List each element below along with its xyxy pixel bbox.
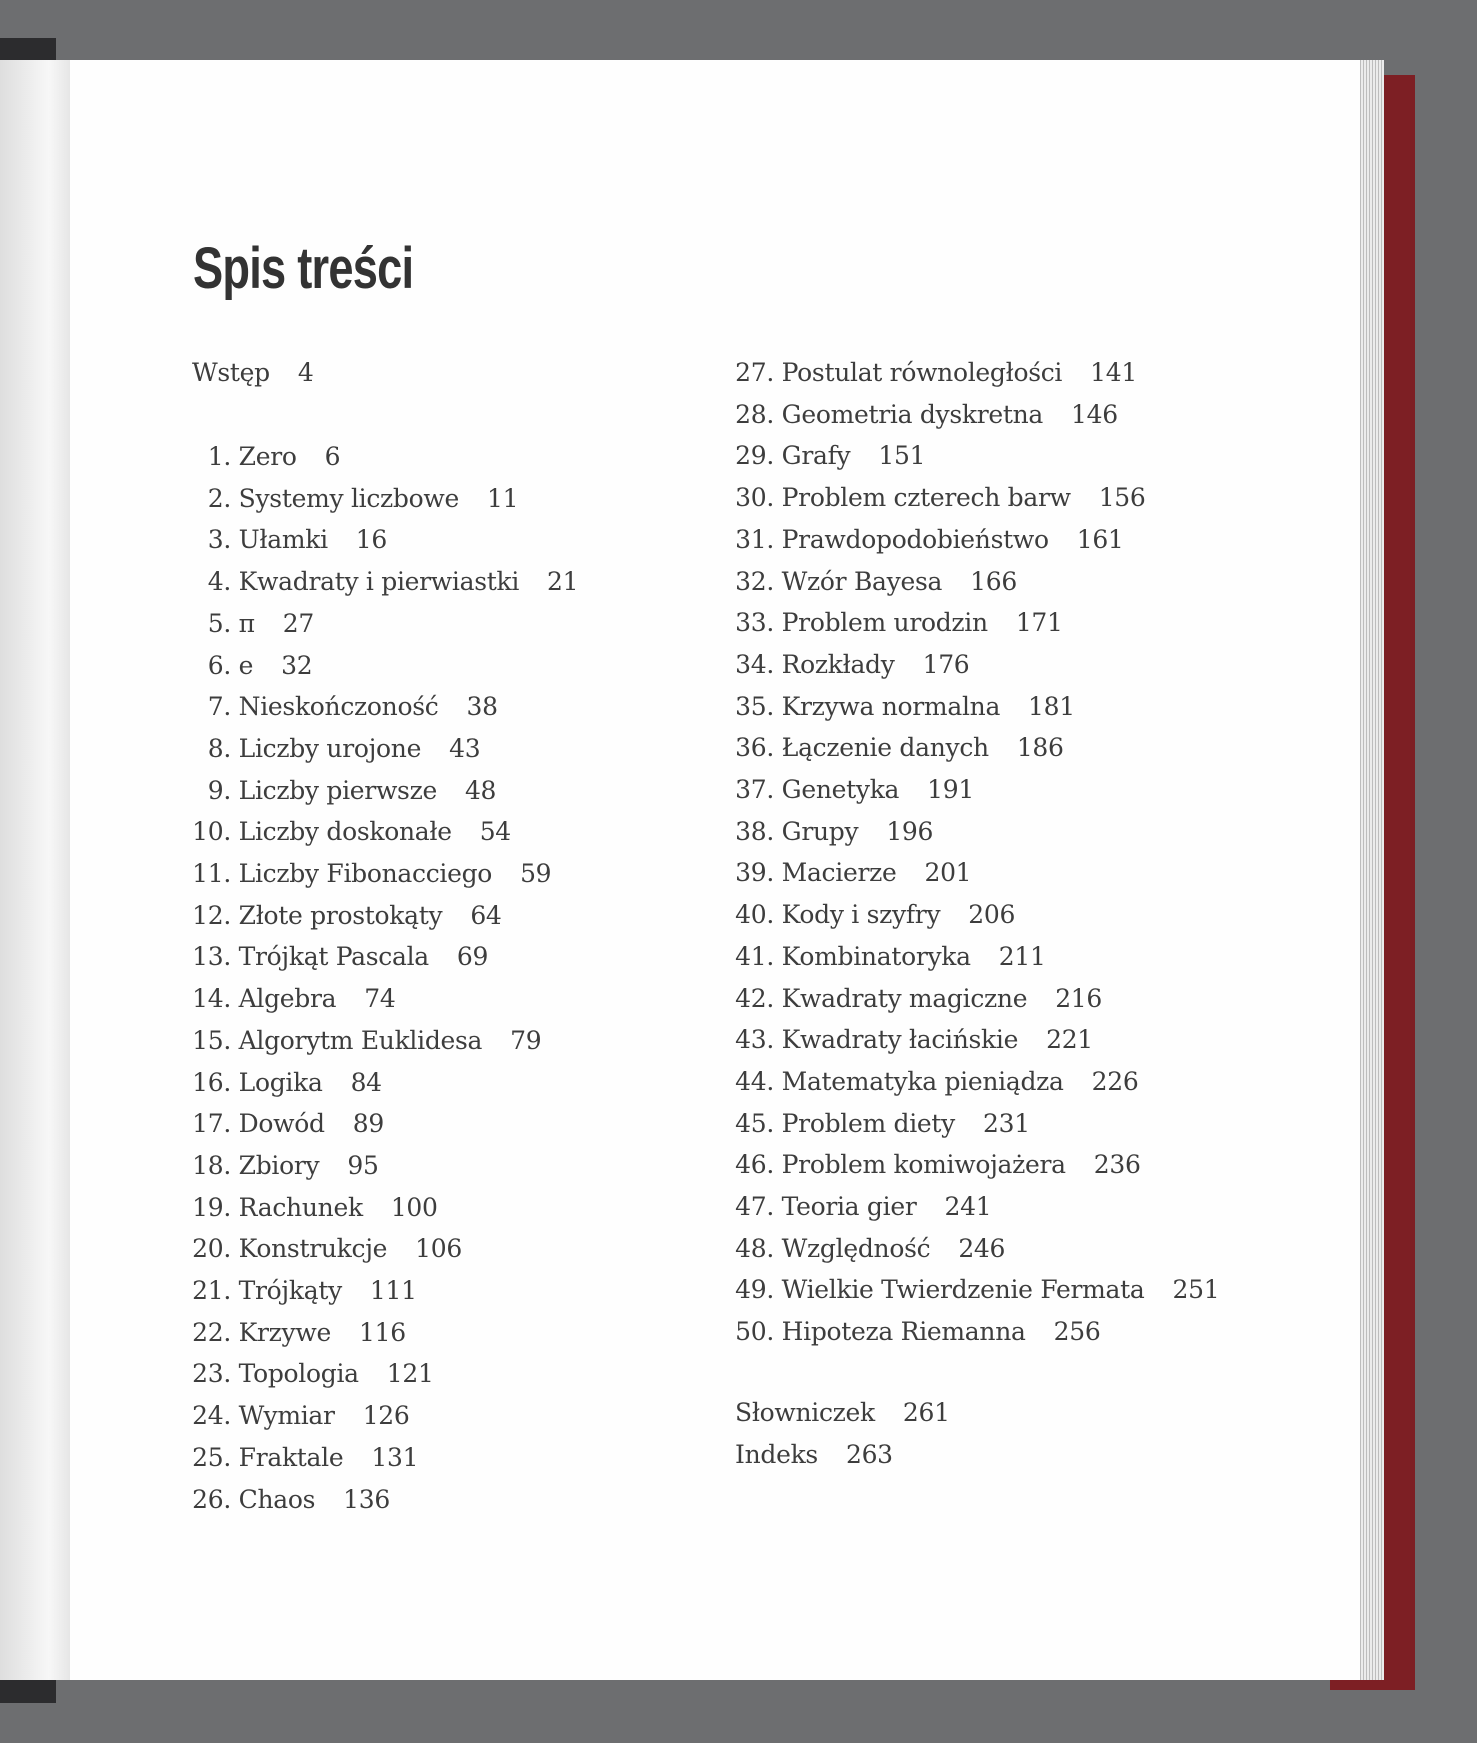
entry-page-number: 221 bbox=[1046, 1025, 1093, 1055]
entry-number: 45. bbox=[735, 1108, 774, 1138]
entry-page-number: 74 bbox=[364, 984, 396, 1014]
entry-title: Ułamki bbox=[238, 525, 328, 555]
toc-entry bbox=[192, 1068, 382, 1098]
entry-title: Problem czterech barw bbox=[781, 483, 1071, 513]
entry-title: Genetyka bbox=[781, 775, 900, 804]
entry-number: 12. bbox=[192, 900, 231, 930]
entry-title: Systemy liczbowe bbox=[238, 483, 459, 513]
toc-entry bbox=[735, 858, 971, 888]
entry-number: 17. bbox=[192, 1109, 231, 1139]
entry-page-number: 6 bbox=[324, 442, 341, 471]
entry-page-number: 171 bbox=[1015, 608, 1063, 638]
entry-page-number: 201 bbox=[924, 858, 972, 888]
toc-entry bbox=[192, 1443, 418, 1473]
toc-entry bbox=[192, 1401, 410, 1431]
entry-title: Zbiory bbox=[238, 1150, 320, 1180]
entry-page-number: 43 bbox=[449, 733, 481, 763]
entry-number: 47. bbox=[735, 1192, 774, 1221]
toc-entry bbox=[192, 358, 313, 388]
entry-title: Kombinatoryka bbox=[781, 941, 971, 971]
entry-number: 38. bbox=[735, 816, 774, 846]
entry-title: Kwadraty magiczne bbox=[781, 983, 1028, 1013]
toc-entry bbox=[192, 1485, 390, 1515]
toc-entry bbox=[735, 1398, 950, 1428]
entry-title: Matematyka pieniądza bbox=[781, 1066, 1064, 1096]
entry-number: 28. bbox=[735, 399, 774, 429]
entry-title: Liczby pierwsze bbox=[238, 775, 437, 805]
toc-entry bbox=[735, 1109, 1030, 1139]
entry-title: Chaos bbox=[238, 1484, 316, 1514]
toc-entry bbox=[735, 942, 1046, 972]
entry-number: 1. bbox=[207, 442, 231, 471]
toc-entry bbox=[735, 1192, 991, 1222]
entry-number: 34. bbox=[735, 649, 774, 679]
entry-page-number: 261 bbox=[902, 1398, 950, 1427]
entry-page-number: 121 bbox=[386, 1359, 434, 1389]
toc-entry bbox=[192, 734, 480, 764]
entry-page-number: 79 bbox=[510, 1025, 542, 1055]
entry-number: 14. bbox=[192, 984, 231, 1014]
entry-number: 41. bbox=[735, 941, 774, 971]
entry-page-number: 131 bbox=[371, 1442, 419, 1472]
entry-page-number: 263 bbox=[845, 1440, 893, 1469]
entry-title: Liczby urojone bbox=[238, 733, 422, 763]
entry-title: Względność bbox=[781, 1233, 931, 1263]
entry-page-number: 206 bbox=[968, 900, 1016, 930]
entry-title: e bbox=[238, 650, 254, 680]
entry-page-number: 59 bbox=[520, 859, 552, 888]
toc-entry bbox=[192, 859, 551, 889]
toc-entry bbox=[192, 692, 498, 722]
entry-title: Grafy bbox=[781, 441, 851, 471]
entry-number: 6. bbox=[207, 650, 231, 680]
toc-entry bbox=[735, 817, 933, 847]
contents-page bbox=[70, 60, 1360, 1680]
entry-number: 7. bbox=[207, 692, 231, 722]
entry-page-number: 69 bbox=[456, 942, 489, 972]
entry-page-number: 236 bbox=[1093, 1150, 1141, 1180]
entry-number: 20. bbox=[192, 1234, 231, 1264]
entry-number: 8. bbox=[207, 733, 231, 763]
entry-page-number: 146 bbox=[1071, 399, 1118, 429]
entry-title: Postulat równoległości bbox=[781, 358, 1063, 387]
toc-entry bbox=[735, 1067, 1139, 1097]
entry-title: Problem diety bbox=[781, 1108, 955, 1138]
entry-title: Nieskończoność bbox=[238, 692, 439, 722]
entry-page-number: 191 bbox=[927, 775, 974, 804]
toc-entry bbox=[192, 1359, 434, 1389]
entry-number: 46. bbox=[735, 1150, 774, 1180]
toc-entry bbox=[735, 1275, 1219, 1305]
entry-title: Konstrukcje bbox=[238, 1234, 388, 1264]
entry-title: Trójkąt Pascala bbox=[238, 942, 429, 972]
entry-number: 23. bbox=[192, 1359, 231, 1389]
entry-title: Kody i szyfry bbox=[781, 900, 941, 930]
entry-title: Złote prostokąty bbox=[238, 900, 443, 930]
entry-page-number: 48 bbox=[464, 775, 497, 805]
entry-number: 2. bbox=[207, 483, 231, 513]
toc-entry bbox=[192, 442, 340, 472]
toc-entry bbox=[735, 608, 1063, 638]
entry-page-number: 126 bbox=[362, 1401, 410, 1431]
entry-page-number: 226 bbox=[1091, 1066, 1139, 1096]
entry-number: 3. bbox=[207, 525, 231, 555]
toc-entry bbox=[192, 651, 312, 681]
entry-page-number: 54 bbox=[479, 817, 511, 847]
entry-number: 50. bbox=[735, 1317, 774, 1347]
toc-entry bbox=[192, 1026, 541, 1056]
entry-page-number: 196 bbox=[886, 816, 934, 846]
entry-title: π bbox=[238, 608, 255, 638]
entry-title: Trójkąty bbox=[238, 1276, 342, 1305]
entry-title: Krzywe bbox=[238, 1317, 331, 1347]
entry-page-number: 27 bbox=[282, 608, 315, 638]
toc-entry bbox=[192, 1109, 384, 1139]
entry-title: Liczby Fibonacciego bbox=[238, 859, 493, 888]
entry-page-number: 211 bbox=[998, 941, 1046, 971]
entry-title: Łączenie danych bbox=[781, 733, 989, 763]
entry-number: 16. bbox=[192, 1067, 231, 1097]
entry-number: 37. bbox=[735, 775, 774, 804]
entry-page-number: 84 bbox=[350, 1067, 382, 1097]
toc-entry bbox=[735, 483, 1146, 513]
toc-entry bbox=[192, 484, 518, 514]
entry-title: Problem komiwojażera bbox=[781, 1150, 1066, 1180]
toc-entry bbox=[192, 942, 488, 972]
entry-title: Algorytm Euklidesa bbox=[238, 1025, 483, 1055]
entry-page-number: 32 bbox=[281, 650, 313, 680]
entry-number: 32. bbox=[735, 566, 774, 596]
toc-entry bbox=[735, 1234, 1005, 1264]
entry-number: 39. bbox=[735, 858, 774, 888]
entry-title: Indeks bbox=[735, 1440, 818, 1469]
entry-number: 30. bbox=[735, 483, 774, 513]
entry-title: Algebra bbox=[238, 984, 337, 1014]
entry-number: 18. bbox=[192, 1150, 231, 1180]
entry-page-number: 136 bbox=[343, 1484, 390, 1514]
entry-page-number: 116 bbox=[358, 1317, 406, 1347]
toc-entry bbox=[735, 1440, 893, 1470]
entry-number: 24. bbox=[192, 1401, 231, 1431]
entry-number: 9. bbox=[207, 775, 231, 805]
entry-title: Logika bbox=[238, 1067, 323, 1097]
entry-title: Problem urodzin bbox=[781, 608, 988, 638]
entry-page-number: 21 bbox=[547, 567, 579, 597]
toc-entry bbox=[735, 692, 1075, 722]
entry-page-number: 16 bbox=[355, 525, 388, 555]
toc-entry bbox=[192, 525, 387, 555]
entry-number: 42. bbox=[735, 983, 774, 1013]
entry-title: Wielkie Twierdzenie Fermata bbox=[781, 1275, 1145, 1305]
entry-page-number: 176 bbox=[922, 649, 970, 679]
entry-page-number: 256 bbox=[1053, 1317, 1101, 1347]
entry-page-number: 89 bbox=[352, 1109, 384, 1139]
toc-entry bbox=[192, 1151, 379, 1181]
entry-page-number: 166 bbox=[970, 566, 1017, 596]
entry-title: Prawdopodobieństwo bbox=[781, 524, 1049, 554]
entry-page-number: 246 bbox=[958, 1233, 1006, 1263]
toc-entry bbox=[735, 984, 1102, 1014]
entry-title: Topologia bbox=[238, 1359, 359, 1389]
entry-number: 31. bbox=[735, 524, 774, 554]
entry-page-number: 4 bbox=[297, 358, 314, 387]
entry-number: 4. bbox=[207, 567, 231, 597]
entry-title: Kwadraty i pierwiastki bbox=[238, 567, 520, 597]
entry-title: Kwadraty łacińskie bbox=[781, 1025, 1019, 1055]
toc-entry bbox=[192, 776, 496, 806]
toc-entry bbox=[192, 1276, 417, 1306]
entry-page-number: 241 bbox=[944, 1192, 992, 1221]
entry-title: Macierze bbox=[781, 858, 897, 888]
toc-entry bbox=[735, 400, 1118, 430]
entry-number: 25. bbox=[192, 1442, 231, 1472]
entry-number: 5. bbox=[207, 608, 231, 638]
entry-number: 43. bbox=[735, 1025, 774, 1055]
toc-entry bbox=[735, 650, 969, 680]
entry-page-number: 111 bbox=[369, 1276, 417, 1305]
toc-entry bbox=[735, 1025, 1093, 1055]
entry-title: Grupy bbox=[781, 816, 859, 846]
entry-title: Rozkłady bbox=[781, 649, 895, 679]
entry-page-number: 151 bbox=[878, 441, 926, 471]
entry-number: 15. bbox=[192, 1025, 231, 1055]
entry-title: Wzór Bayesa bbox=[781, 566, 943, 596]
toc-entry bbox=[192, 817, 511, 847]
left-page-edge bbox=[0, 60, 72, 1680]
entry-page-number: 38 bbox=[466, 692, 498, 722]
entry-title: Fraktale bbox=[238, 1442, 344, 1472]
entry-page-number: 251 bbox=[1172, 1275, 1220, 1305]
entry-title: Rachunek bbox=[238, 1192, 363, 1222]
toc-entry bbox=[192, 1234, 462, 1264]
toc-entry bbox=[192, 1318, 406, 1348]
entry-number: 27. bbox=[735, 358, 774, 387]
entry-page-number: 161 bbox=[1076, 524, 1124, 554]
page-title: Spis treści bbox=[193, 236, 414, 301]
entry-number: 13. bbox=[192, 942, 231, 972]
entry-number: 11. bbox=[192, 859, 231, 888]
toc-entry bbox=[192, 567, 578, 597]
toc-entry bbox=[192, 609, 314, 639]
toc-entry bbox=[735, 525, 1124, 555]
toc-entry bbox=[735, 900, 1015, 930]
entry-page-number: 64 bbox=[470, 900, 502, 930]
entry-page-number: 106 bbox=[415, 1234, 462, 1264]
entry-page-number: 11 bbox=[486, 483, 519, 513]
entry-number: 10. bbox=[192, 817, 231, 847]
entry-title: Wstęp bbox=[192, 358, 270, 387]
entry-number: 40. bbox=[735, 900, 774, 930]
entry-title: Słowniczek bbox=[735, 1398, 875, 1427]
entry-page-number: 231 bbox=[983, 1108, 1030, 1138]
entry-title: Hipoteza Riemanna bbox=[781, 1317, 1026, 1347]
entry-page-number: 95 bbox=[347, 1150, 379, 1180]
entry-number: 21. bbox=[192, 1276, 231, 1305]
entry-page-number: 216 bbox=[1055, 983, 1103, 1013]
toc-entry bbox=[735, 1317, 1100, 1347]
entry-number: 29. bbox=[735, 441, 774, 471]
entry-title: Liczby doskonałe bbox=[238, 817, 452, 847]
entry-number: 33. bbox=[735, 608, 774, 638]
entry-page-number: 181 bbox=[1028, 691, 1075, 721]
toc-entry bbox=[192, 901, 502, 931]
entry-title: Geometria dyskretna bbox=[781, 399, 1044, 429]
entry-number: 36. bbox=[735, 733, 774, 763]
toc-entry bbox=[735, 358, 1137, 388]
entry-title: Krzywa normalna bbox=[781, 691, 1001, 721]
entry-number: 22. bbox=[192, 1317, 231, 1347]
toc-entry bbox=[735, 733, 1064, 763]
entry-title: Wymiar bbox=[238, 1401, 335, 1431]
entry-number: 26. bbox=[192, 1484, 231, 1514]
entry-page-number: 156 bbox=[1098, 483, 1146, 513]
entry-title: Dowód bbox=[238, 1109, 325, 1139]
toc-entry bbox=[192, 984, 395, 1014]
entry-title: Teoria gier bbox=[781, 1192, 917, 1221]
entry-number: 35. bbox=[735, 691, 774, 721]
entry-number: 19. bbox=[192, 1192, 231, 1222]
entry-number: 44. bbox=[735, 1066, 774, 1096]
entry-number: 49. bbox=[735, 1275, 774, 1305]
entry-title: Zero bbox=[238, 442, 297, 471]
entry-page-number: 100 bbox=[390, 1192, 438, 1222]
toc-entry bbox=[735, 1150, 1141, 1180]
toc-entry bbox=[735, 441, 925, 471]
toc-entry bbox=[735, 567, 1017, 597]
entry-page-number: 141 bbox=[1090, 358, 1137, 387]
toc-entry bbox=[735, 775, 974, 805]
entry-number: 48. bbox=[735, 1233, 774, 1263]
toc-entry bbox=[192, 1193, 438, 1223]
entry-page-number: 186 bbox=[1016, 733, 1064, 763]
